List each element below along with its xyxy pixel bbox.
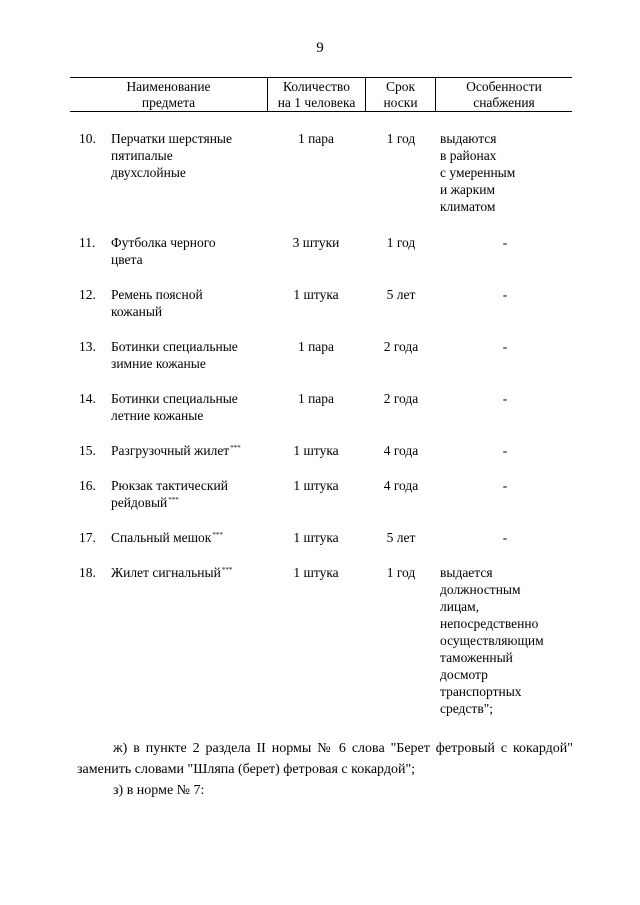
item-quantity: 1 штука — [293, 287, 339, 302]
amendment-paragraph: ж) в пункте 2 раздела II нормы № 6 слова "Берет фетровый с кокардой" заменить словами "Шляпа (берет) фетровая с кокардой"; — [77, 741, 573, 777]
item-features: - — [502, 530, 508, 545]
row-number: 17. — [79, 530, 96, 545]
item-features: - — [502, 339, 508, 354]
row-number: 14. — [79, 391, 96, 406]
header-quantity: Количество на 1 человека — [277, 79, 356, 110]
header-bottom-rule — [70, 111, 572, 112]
item-quantity: 1 пара — [297, 131, 335, 146]
item-quantity: 3 штуки — [292, 235, 340, 250]
row-number: 12. — [79, 287, 96, 302]
item-quantity: 1 пара — [297, 391, 335, 406]
item-features: - — [502, 235, 508, 250]
item-name: Спальный мешок*** — [111, 530, 223, 545]
item-name: Жилет сигнальный*** — [111, 565, 233, 580]
item-name: Ботинки специальные летние кожаные — [111, 391, 238, 423]
item-features: - — [502, 478, 508, 493]
item-term: 1 год — [386, 565, 416, 580]
row-number: 16. — [79, 478, 96, 493]
item-name: Рюкзак тактический рейдовый*** — [111, 478, 228, 510]
header-term: Срок носки — [383, 79, 418, 110]
row-number: 10. — [79, 131, 96, 146]
item-quantity: 1 штука — [293, 443, 339, 458]
page-number: 9 — [316, 40, 324, 56]
item-features: выдаются в районах с умеренным и жарким климатом — [440, 131, 516, 214]
item-features: выдается должностным лицам, непосредственно осуществляющим таможенный досмотр транспортных средств"; — [440, 565, 544, 716]
item-features: - — [502, 391, 508, 406]
item-term: 2 года — [383, 391, 419, 406]
item-term: 1 год — [386, 235, 416, 250]
item-quantity: 1 пара — [297, 339, 335, 354]
item-term: 1 год — [386, 131, 416, 146]
header-top-rule — [70, 77, 572, 78]
row-number: 15. — [79, 443, 96, 458]
item-term: 4 года — [383, 478, 419, 493]
item-quantity: 1 штука — [293, 530, 339, 545]
header-name: Наименование предмета — [126, 79, 211, 110]
item-quantity: 1 штука — [293, 478, 339, 493]
row-number: 13. — [79, 339, 96, 354]
item-term: 5 лет — [386, 530, 416, 545]
header-features: Особенности снабжения — [466, 79, 542, 110]
item-name: Перчатки шерстяные пятипалые двухслойные — [111, 131, 232, 180]
item-quantity: 1 штука — [293, 565, 339, 580]
item-name: Ботинки специальные зимние кожаные — [111, 339, 238, 371]
item-features: - — [502, 287, 508, 302]
item-term: 2 года — [383, 339, 419, 354]
row-number: 11. — [79, 235, 96, 250]
item-features: - — [502, 443, 508, 458]
item-name: Футболка черного цвета — [111, 235, 216, 267]
item-term: 4 года — [383, 443, 419, 458]
amendment-paragraph: з) в норме № 7: — [113, 783, 205, 798]
row-number: 18. — [79, 565, 96, 580]
item-name: Разгрузочный жилет*** — [111, 443, 241, 458]
item-term: 5 лет — [386, 287, 416, 302]
item-name: Ремень поясной кожаный — [111, 287, 203, 319]
